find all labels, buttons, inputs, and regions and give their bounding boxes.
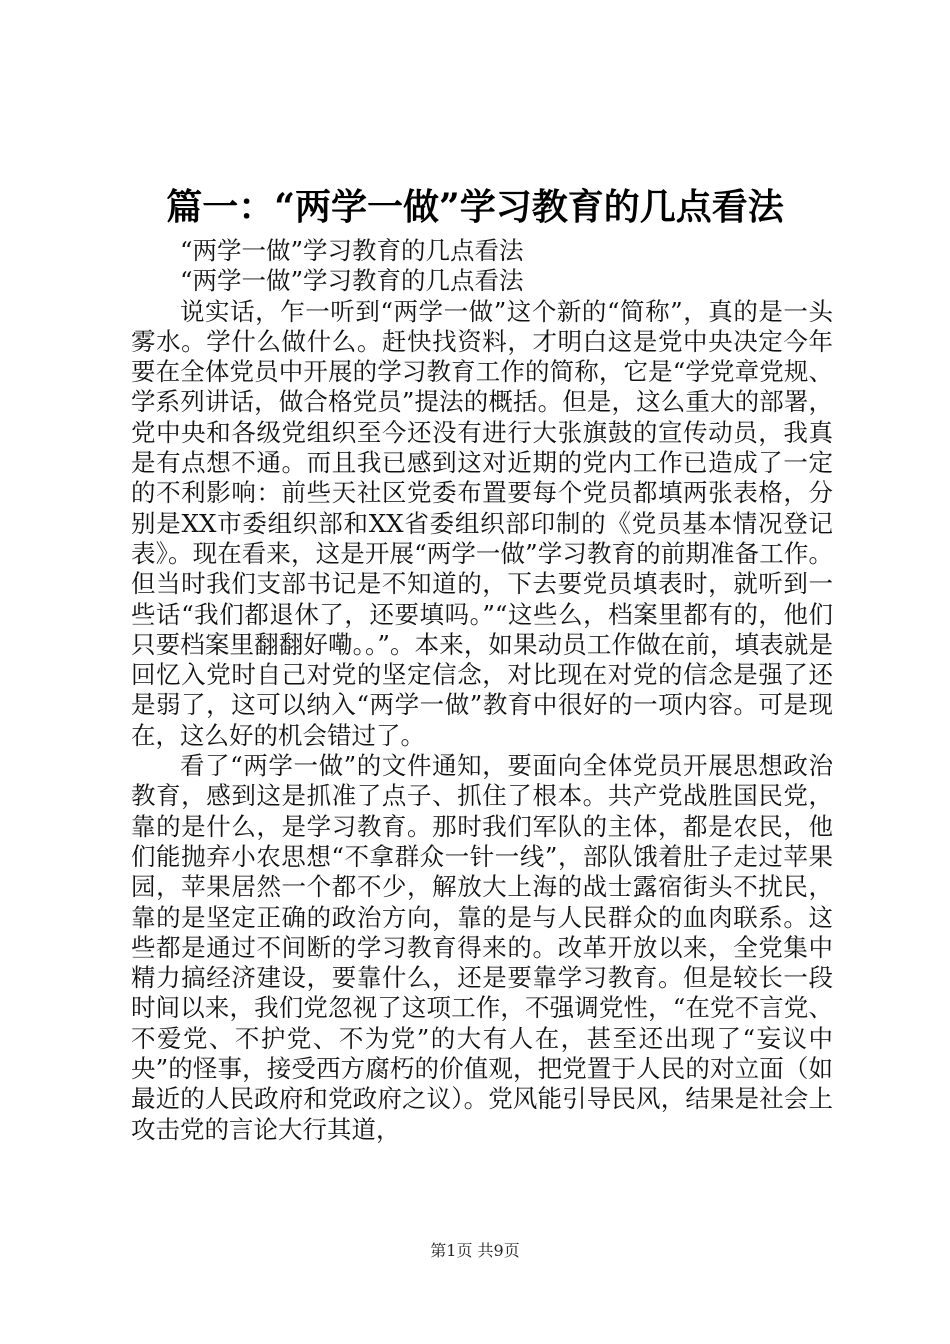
subtitle-line: “两学一做”学习教育的几点看法 — [180, 266, 524, 296]
subtitle-line: “两学一做”学习教育的几点看法 — [180, 236, 524, 265]
body-paragraph: 看了“两学一做”的文件通知，要面向全体党员开展思想政治教育，感到这是抓准了点子、抓住了根本。共产党战胜国民党，靠的是什么，是学习教育。那时我们军队的主体，都是农民，他们能抛弃小农思想“不拿群众一针一线”，部队饿着肚子走过苹果园，苹果居然一个都不少，解放大上海的战士露宿街头不扰民，靠的是坚定正确的政治方向，靠的是与人民群众的血肉联系。这些都是通过不间断的学习教育得来的。改革开放以来，全党集中精力搞经济建设，要靠什么，还是要靠学习教育。但是较长一段时间以来，我们党忽视了这项工作，不强调党性，“在党不言党、不爱党、不护党、不为党”的大有人在，甚至还出现了“妄议中央”的怪事，接受西方腐朽的价值观，把党置于人民的对立面（如最近的人民政府和党政府之议）。党风能引导民风，结果是社会上攻击党的言论大行其道， — [131, 751, 833, 1144]
page-footer: 第1页 共9页 — [430, 1241, 520, 1260]
body-paragraph: 说实话，乍一听到“两学一做”这个新的“简称”，真的是一头雾水。学什么做什么。赶快找资料，才明白这是党中央决定今年要在全体党员中开展的学习教育工作的简称，它是“学党章党规、学系列讲话，做合格党员”提法的概括。但是，这么重大的部署，党中央和各级党组织至今还没有进行大张旗鼓的宣传动员，我真是有点想不通。而且我已感到这对近期的党内工作已造成了一定的不利影响：前些天社区党委布置要每个党员都填两张表格，分别是XX市委组织部和XX省委组织部印制的《党员基本情况登记表》。现在看来，这是开展“两学一做”学习教育的前期准备工作。但当时我们支部书记是不知道的，下去要党员填表时，就听到一些话“我们都退休了，还要填吗。”“这些么，档案里都有的，他们只要档案里翻翻好嘞。。”。本来，如果动员工作做在前，填表就是回忆入党时自己对党的坚定信念，对比现在对党的信念是强了还是弱了，这可以纳入“两学一做”教育中很好的一项内容。可是现在，这么好的机会错过了。 — [131, 296, 833, 750]
document-title: 篇一：“两学一做”学习教育的几点看法 — [166, 186, 784, 228]
document-body — [131, 236, 833, 1145]
